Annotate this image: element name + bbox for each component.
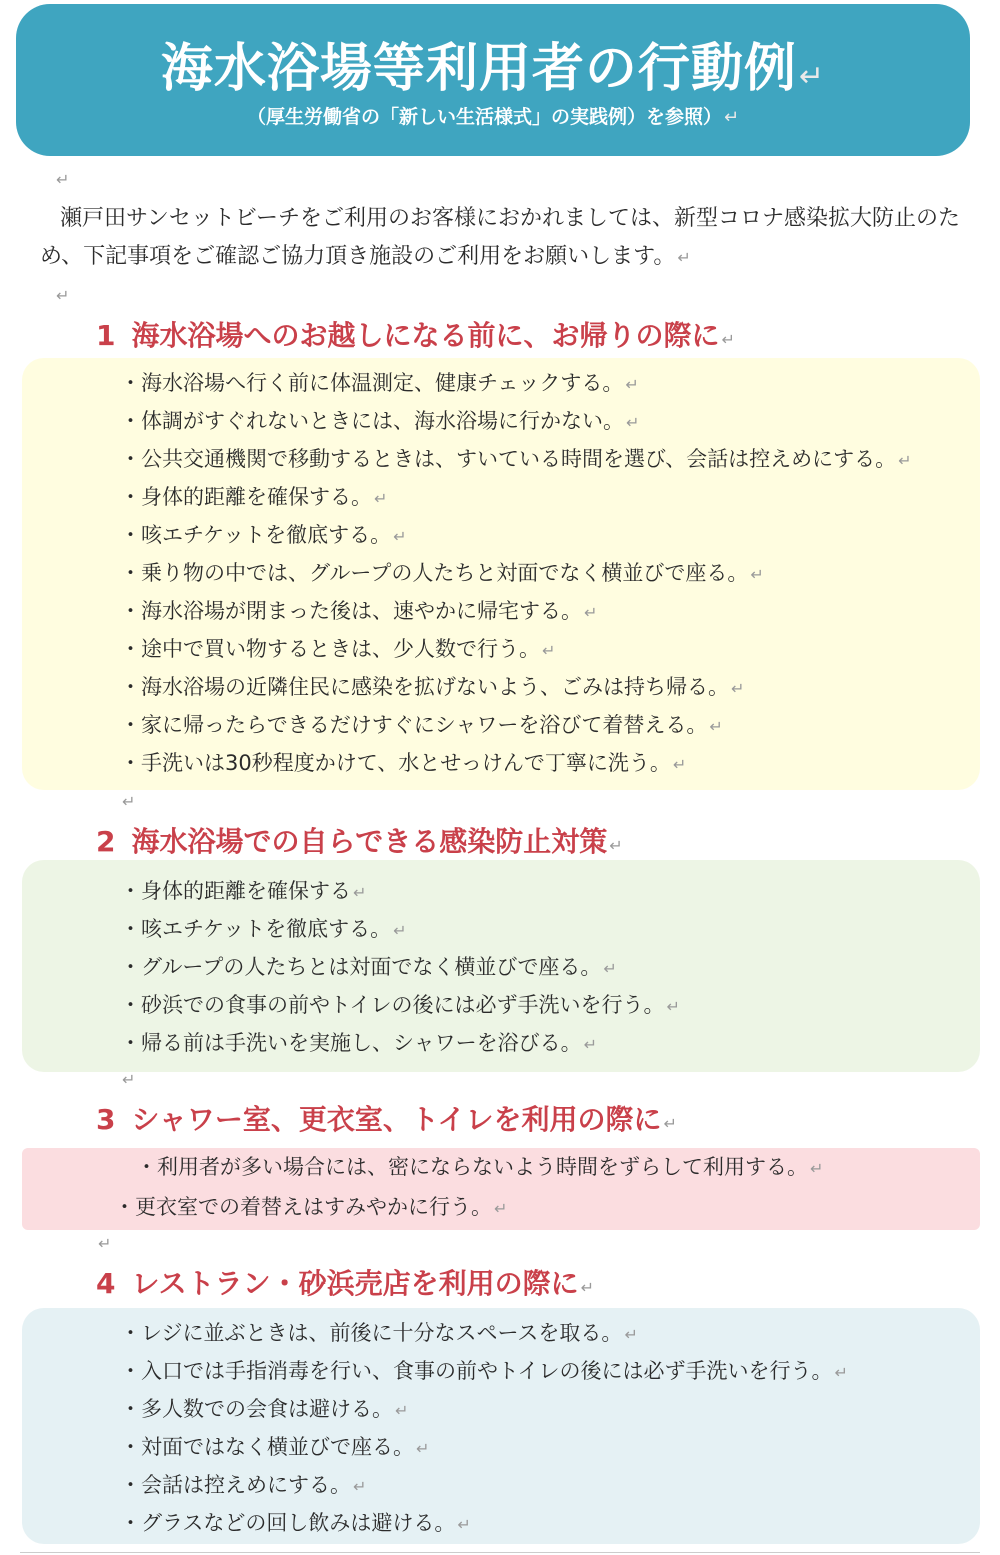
- list-item: [120, 554, 912, 592]
- list-item-text: ・咳エチケットを徹底する。: [120, 523, 392, 547]
- section-2-heading: [96, 820, 623, 860]
- list-item-text: ・対面ではなく横並びで座る。: [120, 1435, 414, 1459]
- return-mark-icon: ↵: [626, 413, 640, 432]
- return-mark-icon: ↵: [122, 792, 136, 811]
- return-mark-icon: ↵: [798, 59, 826, 94]
- section-2-box: [22, 860, 980, 1072]
- page-title-text: 海水浴場等利用者の行動例: [160, 39, 797, 99]
- return-mark-icon: ↵: [374, 489, 388, 508]
- page-bottom-divider: [20, 1552, 980, 1553]
- list-item: [120, 1024, 680, 1062]
- list-item-text: ・利用者が多い場合には、密にならないよう時間をずらして利用する。: [136, 1155, 808, 1179]
- return-mark-icon: ↵: [56, 286, 70, 305]
- list-item: [120, 1504, 848, 1542]
- return-mark-icon: ↵: [723, 107, 740, 128]
- return-mark-icon: ↵: [898, 451, 912, 470]
- return-mark-icon: ↵: [709, 717, 723, 736]
- list-item: [120, 592, 912, 630]
- return-mark-icon: ↵: [98, 1234, 112, 1253]
- return-mark-icon: ↵: [122, 1070, 136, 1089]
- list-item-text: ・帰る前は手洗いを実施し、シャワーを浴びる。: [120, 1031, 582, 1055]
- list-item-text: ・身体的距離を確保する。: [120, 485, 372, 509]
- return-mark-icon: ↵: [603, 959, 617, 978]
- list-item-text: ・海水浴場へ行く前に体温測定、健康チェックする。: [120, 371, 624, 395]
- return-mark-icon: ↵: [395, 1401, 409, 1420]
- list-item-text: ・手洗いは30秒程度かけて、水とせっけんで丁寧に洗う。: [120, 751, 671, 775]
- return-mark-icon: ↵: [731, 679, 745, 698]
- list-item-text: ・海水浴場が閉まった後は、速やかに帰宅する。: [120, 599, 582, 623]
- list-item: [120, 744, 912, 782]
- list-item: [120, 1352, 848, 1390]
- return-mark-icon: ↵: [56, 170, 70, 189]
- list-item: [120, 1466, 848, 1504]
- return-mark-icon: ↵: [457, 1515, 471, 1534]
- return-mark-icon: ↵: [584, 603, 598, 622]
- return-mark-icon: ↵: [353, 883, 367, 902]
- section-title: 海水浴場での自らできる感染防止対策: [131, 825, 608, 858]
- list-item: [120, 440, 912, 478]
- section-1-box: [22, 358, 980, 790]
- return-mark-icon: ↵: [834, 1363, 848, 1382]
- list-item-text: ・咳エチケットを徹底する。: [120, 917, 392, 941]
- return-mark-icon: ↵: [494, 1199, 508, 1218]
- list-item: [120, 1428, 848, 1466]
- list-item-text: ・グラスなどの回し飲みは避ける。: [120, 1511, 456, 1535]
- list-item: [120, 478, 912, 516]
- list-item: [120, 516, 912, 554]
- list-item-text: ・レジに並ぶときは、前後に十分なスペースを取る。: [120, 1321, 623, 1345]
- return-mark-icon: ↵: [666, 997, 680, 1016]
- return-mark-icon: ↵: [721, 330, 735, 349]
- list-item: [114, 1188, 507, 1228]
- list-item: [120, 986, 680, 1024]
- page-title: [16, 26, 970, 101]
- list-item: [120, 910, 680, 948]
- list-item-text: ・入口では手指消毒を行い、食事の前やトイレの後には必ず手洗いを行う。: [120, 1359, 833, 1383]
- return-mark-icon: ↵: [624, 1325, 638, 1344]
- list-item: [120, 872, 680, 910]
- list-item: [120, 706, 912, 744]
- list-item: [120, 668, 912, 706]
- section-number: 3: [96, 1103, 116, 1136]
- list-item-text: ・身体的距離を確保する: [120, 879, 351, 903]
- list-item-text: ・公共交通機関で移動するときは、すいている時間を選び、会話は控えめにする。: [120, 447, 897, 471]
- list-item-text: ・乗り物の中では、グループの人たちと対面でなく横並びで座る。: [120, 561, 749, 585]
- return-mark-icon: ↵: [750, 565, 764, 584]
- list-item-text: ・多人数での会食は避ける。: [120, 1397, 393, 1421]
- return-mark-icon: ↵: [583, 1035, 597, 1054]
- list-item-text: ・家に帰ったらできるだけすぐにシャワーを浴びて着替える。: [120, 713, 708, 737]
- section-1-heading: [96, 314, 735, 354]
- return-mark-icon: ↵: [416, 1439, 430, 1458]
- list-item-text: ・体調がすぐれないときには、海水浴場に行かない。: [120, 409, 624, 433]
- list-item-text: ・海水浴場の近隣住民に感染を拡げないよう、ごみは持ち帰る。: [120, 675, 729, 699]
- section-number: 1: [96, 319, 116, 352]
- section-title: シャワー室、更衣室、トイレを利用の際に: [131, 1103, 662, 1136]
- return-mark-icon: ↵: [677, 248, 691, 267]
- list-item: [120, 630, 912, 668]
- list-item: [120, 948, 680, 986]
- intro-paragraph: [40, 200, 995, 277]
- title-banner: [16, 4, 970, 156]
- intro-text: 瀬戸田サンセットビーチをご利用のお客様におかれましては、新型コロナ感染拡大防止のため、下記事項をご確認ご協力頂き施設のご利用をお願いします。: [40, 206, 961, 269]
- return-mark-icon: ↵: [542, 641, 556, 660]
- list-item: [120, 1314, 848, 1352]
- section-number: 2: [96, 825, 116, 858]
- return-mark-icon: ↵: [393, 527, 407, 546]
- section-3-heading: [96, 1098, 677, 1138]
- list-item: [136, 1148, 823, 1188]
- list-item-text: ・更衣室での着替えはすみやかに行う。: [114, 1195, 492, 1219]
- section-3-box: [22, 1148, 980, 1230]
- return-mark-icon: ↵: [609, 836, 623, 855]
- list-item: [120, 402, 912, 440]
- list-item: [120, 364, 912, 402]
- return-mark-icon: ↵: [672, 755, 687, 774]
- section-4-heading: [96, 1262, 594, 1302]
- return-mark-icon: ↵: [353, 1477, 367, 1496]
- section-title: レストラン・砂浜売店を利用の際に: [131, 1267, 579, 1300]
- page-subtitle: [16, 102, 970, 129]
- list-item-text: ・グループの人たちとは対面でなく横並びで座る。: [120, 955, 602, 979]
- list-item: [120, 1390, 848, 1428]
- list-item-text: ・砂浜での食事の前やトイレの後には必ず手洗いを行う。: [120, 993, 665, 1017]
- list-item-text: ・途中で買い物するときは、少人数で行う。: [120, 637, 540, 661]
- section-title: 海水浴場へのお越しになる前に、お帰りの際に: [131, 319, 720, 352]
- return-mark-icon: ↵: [810, 1159, 824, 1178]
- page-subtitle-text: （厚生労働省の「新しい生活様式」の実践例）を参照）: [246, 106, 722, 128]
- return-mark-icon: ↵: [663, 1114, 677, 1133]
- return-mark-icon: ↵: [625, 375, 639, 394]
- section-number: 4: [96, 1267, 116, 1300]
- list-item-text: ・会話は控えめにする。: [120, 1473, 351, 1497]
- section-4-box: [22, 1308, 980, 1544]
- return-mark-icon: ↵: [580, 1278, 595, 1297]
- return-mark-icon: ↵: [393, 921, 407, 940]
